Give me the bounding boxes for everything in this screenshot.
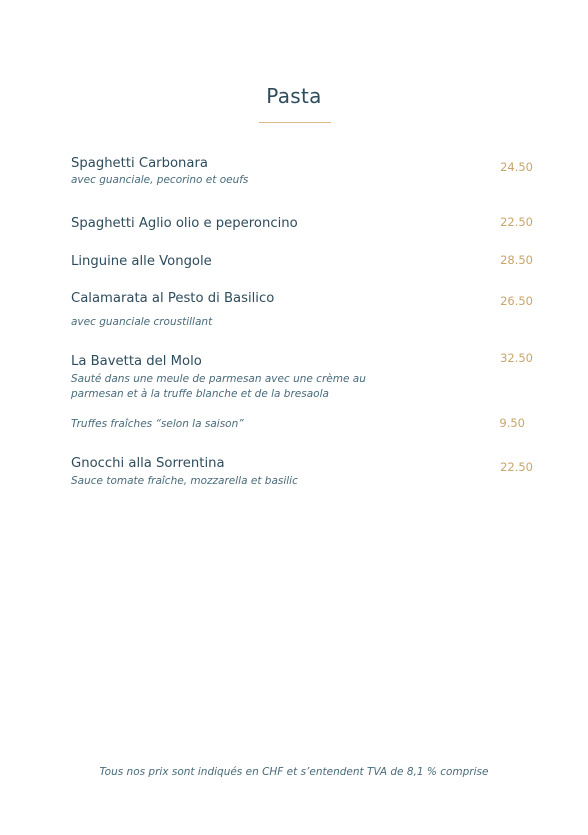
menu-item-price: 26.50 (500, 294, 533, 308)
footer-note: Tous nos prix sont indiqués en CHF et s’entendent TVA de 8,1 % comprise (99, 766, 489, 778)
menu-item-name: Spaghetti Aglio olio e peperoncino (71, 216, 298, 231)
menu-item-description: avec guanciale croustillant (71, 316, 213, 328)
menu-item-name: Linguine alle Vongole (71, 254, 212, 269)
menu-supplement-description: Truffes fraîches “selon la saison” (71, 418, 244, 430)
menu-item-name: Spaghetti Carbonara (71, 156, 208, 171)
menu-item-description-line2: parmesan et à la truffe blanche et de la bresaola (71, 388, 329, 400)
title-underline (259, 122, 331, 123)
menu-item-description: avec guanciale, pecorino et oeufs (71, 174, 249, 186)
menu-item-price: 22.50 (500, 460, 533, 474)
menu-item-price: 32.50 (500, 351, 533, 365)
menu-item-price: 22.50 (500, 215, 533, 229)
page-title: Pasta (266, 84, 322, 108)
menu-item-description: Sauce tomate fraîche, mozzarella et basilic (71, 475, 298, 487)
menu-supplement-price: 9.50 (499, 416, 525, 430)
menu-item-name: Gnocchi alla Sorrentina (71, 456, 225, 471)
menu-item-name: Calamarata al Pesto di Basilico (71, 291, 275, 306)
menu-item-price: 24.50 (500, 160, 533, 174)
menu-item-price: 28.50 (500, 253, 533, 267)
menu-item-description-line1: Sauté dans une meule de parmesan avec une crème au (71, 373, 366, 385)
menu-item-name: La Bavetta del Molo (71, 354, 202, 369)
